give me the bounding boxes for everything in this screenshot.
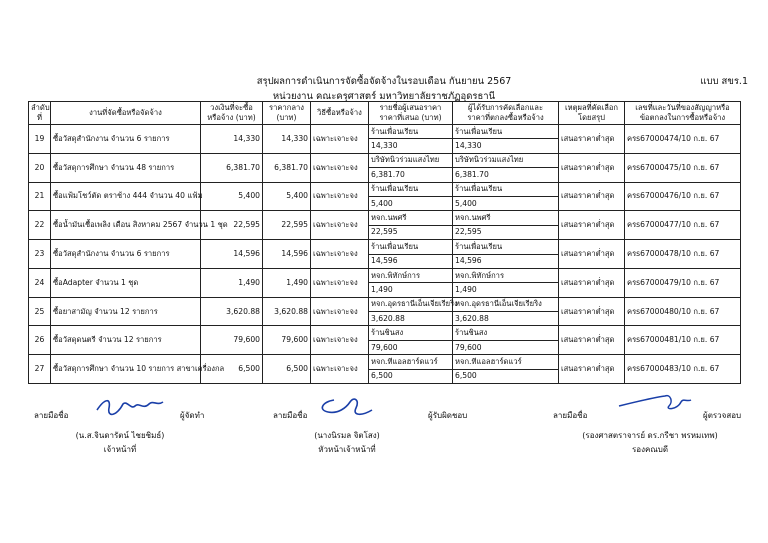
cell-bid-price: 3,620.88 — [369, 312, 453, 326]
cell-median: 1,490 — [263, 268, 311, 297]
preparer-position: เจ้าหน้าที่ — [103, 445, 137, 454]
cell-median: 3,620.88 — [263, 297, 311, 326]
cell-no: 24 — [29, 268, 51, 297]
cell-no: 19 — [29, 125, 51, 154]
cell-budget: 6,500 — [201, 355, 263, 384]
table-row — [29, 211, 741, 225]
cell-contract: ครs67000479/10 ก.ย. 67 — [625, 268, 741, 297]
cell-reason: เสนอราคาต่ำสุด — [559, 182, 625, 211]
cell-no: 26 — [29, 326, 51, 355]
cell-contract: ครs67000474/10 ก.ย. 67 — [625, 125, 741, 154]
col-budget: วงเงินที่จะซื้อ หรือจ้าง (บาท) — [201, 102, 263, 125]
table-header-row — [29, 102, 741, 125]
inspector-name: (รองศาสตราจารย์ ดร.กรีชา พรหมเทพ) — [582, 431, 718, 440]
cell-budget: 14,596 — [201, 240, 263, 269]
cell-win-price: 5,400 — [453, 196, 559, 210]
table-row — [29, 268, 741, 282]
cell-no: 25 — [29, 297, 51, 326]
cell-method: เฉพาะเจาะจง — [311, 268, 369, 297]
cell-reason: เสนอราคาต่ำสุด — [559, 326, 625, 355]
cell-bid-price: 14,330 — [369, 139, 453, 153]
cell-bid-price: 22,595 — [369, 225, 453, 239]
cell-method: เฉพาะเจาะจง — [311, 211, 369, 240]
col-bidder: รายชื่อผู้เสนอราคา ราคาที่เสนอ (บาท) — [369, 102, 453, 125]
cell-win-price: 6,500 — [453, 369, 559, 383]
cell-item: ซื้อวัสดุสำนักงาน จำนวน 6 รายการ — [51, 125, 201, 154]
cell-method: เฉพาะเจาะจง — [311, 355, 369, 384]
cell-bid-price: 5,400 — [369, 196, 453, 210]
cell-bidder: ร้านเพื่อนเรียน — [369, 182, 453, 196]
approver-signature — [316, 392, 376, 422]
table-row — [29, 240, 741, 254]
inspector-sign-label: ลายมือชื่อ — [553, 411, 588, 420]
cell-reason: เสนอราคาต่ำสุด — [559, 211, 625, 240]
cell-winner: หจก.ทีแอลฮาร์ดแวร์ — [453, 355, 559, 369]
cell-bidder: หจก.พิทักษ์การ — [369, 268, 453, 282]
cell-item: ซื้อยาสามัญ จำนวน 12 รายการ — [51, 297, 201, 326]
cell-item: ซื้อแฟ้มโชว์ตัด ตราช้าง 444 จำนวน 40 แฟ้ม — [51, 182, 201, 211]
preparer-name: (น.ส.จินดารัตน์ ไชยชิมธ์) — [75, 431, 165, 440]
cell-winner: หจก.อุดรธานีเอ็นเจียเรียริง — [453, 297, 559, 311]
cell-winner: หจก.นพศรี — [453, 211, 559, 225]
cell-winner: ร้านเพื่อนเรียน — [453, 240, 559, 254]
form-code: แบบ สขร.1 — [700, 76, 748, 87]
cell-median: 6,500 — [263, 355, 311, 384]
cell-no: 27 — [29, 355, 51, 384]
cell-budget: 6,381.70 — [201, 153, 263, 182]
cell-method: เฉพาะเจาะจง — [311, 125, 369, 154]
cell-winner: ร้านชินสง — [453, 326, 559, 340]
cell-budget: 22,595 — [201, 211, 263, 240]
inspector-signature — [615, 388, 695, 416]
table-row — [29, 125, 741, 139]
col-reason: เหตุผลที่คัดเลือก โดยสรุป — [559, 102, 625, 125]
cell-winner: บริษัทนิวร่วมแสงไทย — [453, 153, 559, 167]
cell-median: 6,381.70 — [263, 153, 311, 182]
approver-sign-label: ลายมือชื่อ — [273, 411, 308, 420]
cell-win-price: 14,596 — [453, 254, 559, 268]
cell-bid-price: 6,381.70 — [369, 168, 453, 182]
table-row — [29, 182, 741, 196]
cell-budget: 14,330 — [201, 125, 263, 154]
cell-budget: 5,400 — [201, 182, 263, 211]
col-no: ลำดับ ที่ — [29, 102, 51, 125]
cell-bidder: ร้านชินสง — [369, 326, 453, 340]
cell-item: ซื้อวัสดุดนตรี จำนวน 12 รายการ — [51, 326, 201, 355]
cell-bid-price: 6,500 — [369, 369, 453, 383]
table-row — [29, 326, 741, 340]
preparer-role-label: ผู้จัดทำ — [180, 411, 205, 420]
report-title: สรุปผลการดำเนินการจัดซื้อจัดจ้างในรอบเดือน กันยายน 2567 — [256, 76, 512, 87]
cell-reason: เสนอราคาต่ำสุด — [559, 355, 625, 384]
cell-bid-price: 14,596 — [369, 254, 453, 268]
col-winner: ผู้ได้รับการคัดเลือกและ ราคาที่ตกลงซื้อหรือจ้าง — [453, 102, 559, 125]
cell-bidder: หจก.นพศรี — [369, 211, 453, 225]
cell-contract: ครs67000476/10 ก.ย. 67 — [625, 182, 741, 211]
approver-role-label: ผู้รับผิดชอบ — [428, 411, 468, 420]
cell-reason: เสนอราคาต่ำสุด — [559, 153, 625, 182]
cell-winner: หจก.พิทักษ์การ — [453, 268, 559, 282]
cell-bid-price: 79,600 — [369, 340, 453, 354]
cell-method: เฉพาะเจาะจง — [311, 297, 369, 326]
cell-bidder: บริษัทนิวร่วมแสงไทย — [369, 153, 453, 167]
cell-item: ซื้อวัสดุการศึกษา จำนวน 48 รายการ — [51, 153, 201, 182]
report-subtitle: หน่วยงาน คณะครุศาสตร์ มหาวิทยาลัยราชภัฏอุดรธานี — [272, 91, 496, 102]
cell-median: 14,596 — [263, 240, 311, 269]
cell-contract: ครs67000477/10 ก.ย. 67 — [625, 211, 741, 240]
cell-win-price: 79,600 — [453, 340, 559, 354]
cell-item: ซื้อน้ำมันเชื้อเพลิง เดือน สิงหาคม 2567 จำนวน 1 ชุด — [51, 211, 201, 240]
cell-item: ซื้อวัสดุสำนักงาน จำนวน 6 รายการ — [51, 240, 201, 269]
inspector-position: รองคณบดี — [631, 445, 669, 454]
cell-winner: ร้านเพื่อนเรียน — [453, 182, 559, 196]
cell-reason: เสนอราคาต่ำสุด — [559, 125, 625, 154]
col-item: งานที่จัดซื้อหรือจัดจ้าง — [51, 102, 201, 125]
approver-position: หัวหน้าเจ้าหน้าที่ — [318, 445, 376, 454]
cell-method: เฉพาะเจาะจง — [311, 240, 369, 269]
cell-median: 79,600 — [263, 326, 311, 355]
table-row — [29, 153, 741, 167]
inspector-role-label: ผู้ตรวจสอบ — [703, 411, 742, 420]
cell-reason: เสนอราคาต่ำสุด — [559, 240, 625, 269]
approver-name: (นางนิรมล จิตโสง) — [314, 431, 380, 440]
cell-contract: ครs67000481/10 ก.ย. 67 — [625, 326, 741, 355]
cell-bidder: หจก.ทีแอลฮาร์ดแวร์ — [369, 355, 453, 369]
cell-item: ซื้อวัสดุการศึกษา จำนวน 10 รายการ สาขาเครื่องกล — [51, 355, 201, 384]
col-contract: เลขที่และวันที่ของสัญญาหรือ ข้อตกลงในการซื้อหรือจ้าง — [625, 102, 741, 125]
table-row — [29, 355, 741, 369]
cell-contract: ครs67000480/10 ก.ย. 67 — [625, 297, 741, 326]
cell-bidder: หจก.อุดรธานีเอ็นเจียเรียริง — [369, 297, 453, 311]
cell-reason: เสนอราคาต่ำสุด — [559, 268, 625, 297]
cell-median: 5,400 — [263, 182, 311, 211]
cell-median: 22,595 — [263, 211, 311, 240]
cell-no: 20 — [29, 153, 51, 182]
cell-budget: 3,620.88 — [201, 297, 263, 326]
cell-method: เฉพาะเจาะจง — [311, 182, 369, 211]
table-body — [29, 125, 741, 384]
cell-bidder: ร้านเพื่อนเรียน — [369, 125, 453, 139]
cell-reason: เสนอราคาต่ำสุด — [559, 297, 625, 326]
cell-win-price: 14,330 — [453, 139, 559, 153]
cell-budget: 1,490 — [201, 268, 263, 297]
cell-no: 21 — [29, 182, 51, 211]
col-method: วิธีซื้อหรือจ้าง — [311, 102, 369, 125]
preparer-sign-label: ลายมือชื่อ — [34, 411, 69, 420]
cell-method: เฉพาะเจาะจง — [311, 326, 369, 355]
cell-bid-price: 1,490 — [369, 283, 453, 297]
procurement-table — [28, 101, 741, 384]
col-median: ราคากลาง (บาท) — [263, 102, 311, 125]
cell-win-price: 22,595 — [453, 225, 559, 239]
cell-contract: ครs67000478/10 ก.ย. 67 — [625, 240, 741, 269]
cell-bidder: ร้านเพื่อนเรียน — [369, 240, 453, 254]
cell-contract: ครs67000475/10 ก.ย. 67 — [625, 153, 741, 182]
cell-no: 22 — [29, 211, 51, 240]
cell-contract: ครs67000483/10 ก.ย. 67 — [625, 355, 741, 384]
cell-median: 14,330 — [263, 125, 311, 154]
cell-method: เฉพาะเจาะจง — [311, 153, 369, 182]
cell-winner: ร้านเพื่อนเรียน — [453, 125, 559, 139]
cell-item: ซื้อAdapter จำนวน 1 ชุด — [51, 268, 201, 297]
cell-budget: 79,600 — [201, 326, 263, 355]
preparer-signature — [95, 396, 165, 418]
cell-win-price: 6,381.70 — [453, 168, 559, 182]
table-row — [29, 297, 741, 311]
cell-win-price: 1,490 — [453, 283, 559, 297]
cell-no: 23 — [29, 240, 51, 269]
cell-win-price: 3,620.88 — [453, 312, 559, 326]
